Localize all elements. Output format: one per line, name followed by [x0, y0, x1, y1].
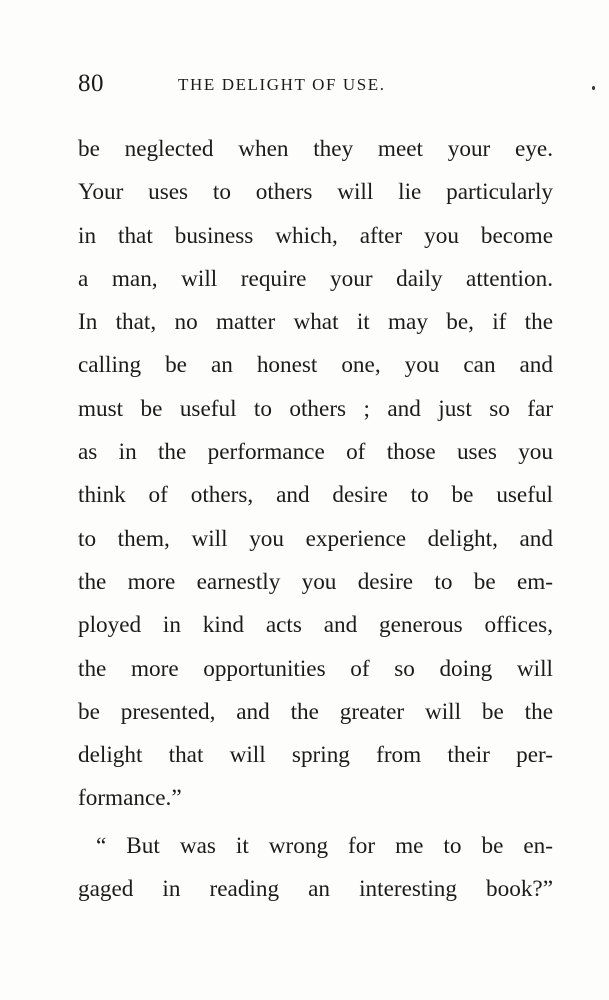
text-line: delight that will spring from their per-	[78, 742, 553, 769]
paragraph-2	[78, 825, 553, 912]
text-line: must be useful to others ; and just so far	[78, 395, 553, 422]
text-line: Your uses to others will lie particularly	[78, 179, 553, 206]
text-line: in that business which, after you become	[78, 222, 553, 249]
page-number: 80	[78, 70, 104, 97]
text-line: think of others, and desire to be useful	[78, 482, 553, 509]
text-line: as in the performance of those uses you	[78, 439, 553, 466]
text-line: In that, no matter what it may be, if the	[78, 309, 553, 336]
text-line: the more opportunities of so doing will	[78, 655, 553, 682]
text-line: the more earnestly you desire to be em-	[78, 568, 553, 595]
running-head	[78, 70, 548, 102]
running-title: THE DELIGHT OF USE.	[178, 75, 386, 94]
text-line: formance.”	[78, 785, 182, 812]
text-line: to them, will you experience delight, and	[78, 525, 553, 552]
ink-speck	[592, 86, 595, 90]
paragraph-1	[78, 128, 553, 821]
text-line: gaged in reading an interesting book?”	[78, 876, 553, 903]
body-text	[78, 128, 553, 911]
text-line: be neglected when they meet your eye.	[78, 136, 553, 162]
text-line: ployed in kind acts and generous offices,	[78, 612, 553, 639]
text-line: a man, will require your daily attention.	[78, 265, 553, 292]
text-line: calling be an honest one, you can and	[78, 352, 553, 379]
text-line: “ But was it wrong for me to be en-	[96, 832, 553, 859]
text-line: be presented, and the greater will be the	[78, 698, 553, 725]
